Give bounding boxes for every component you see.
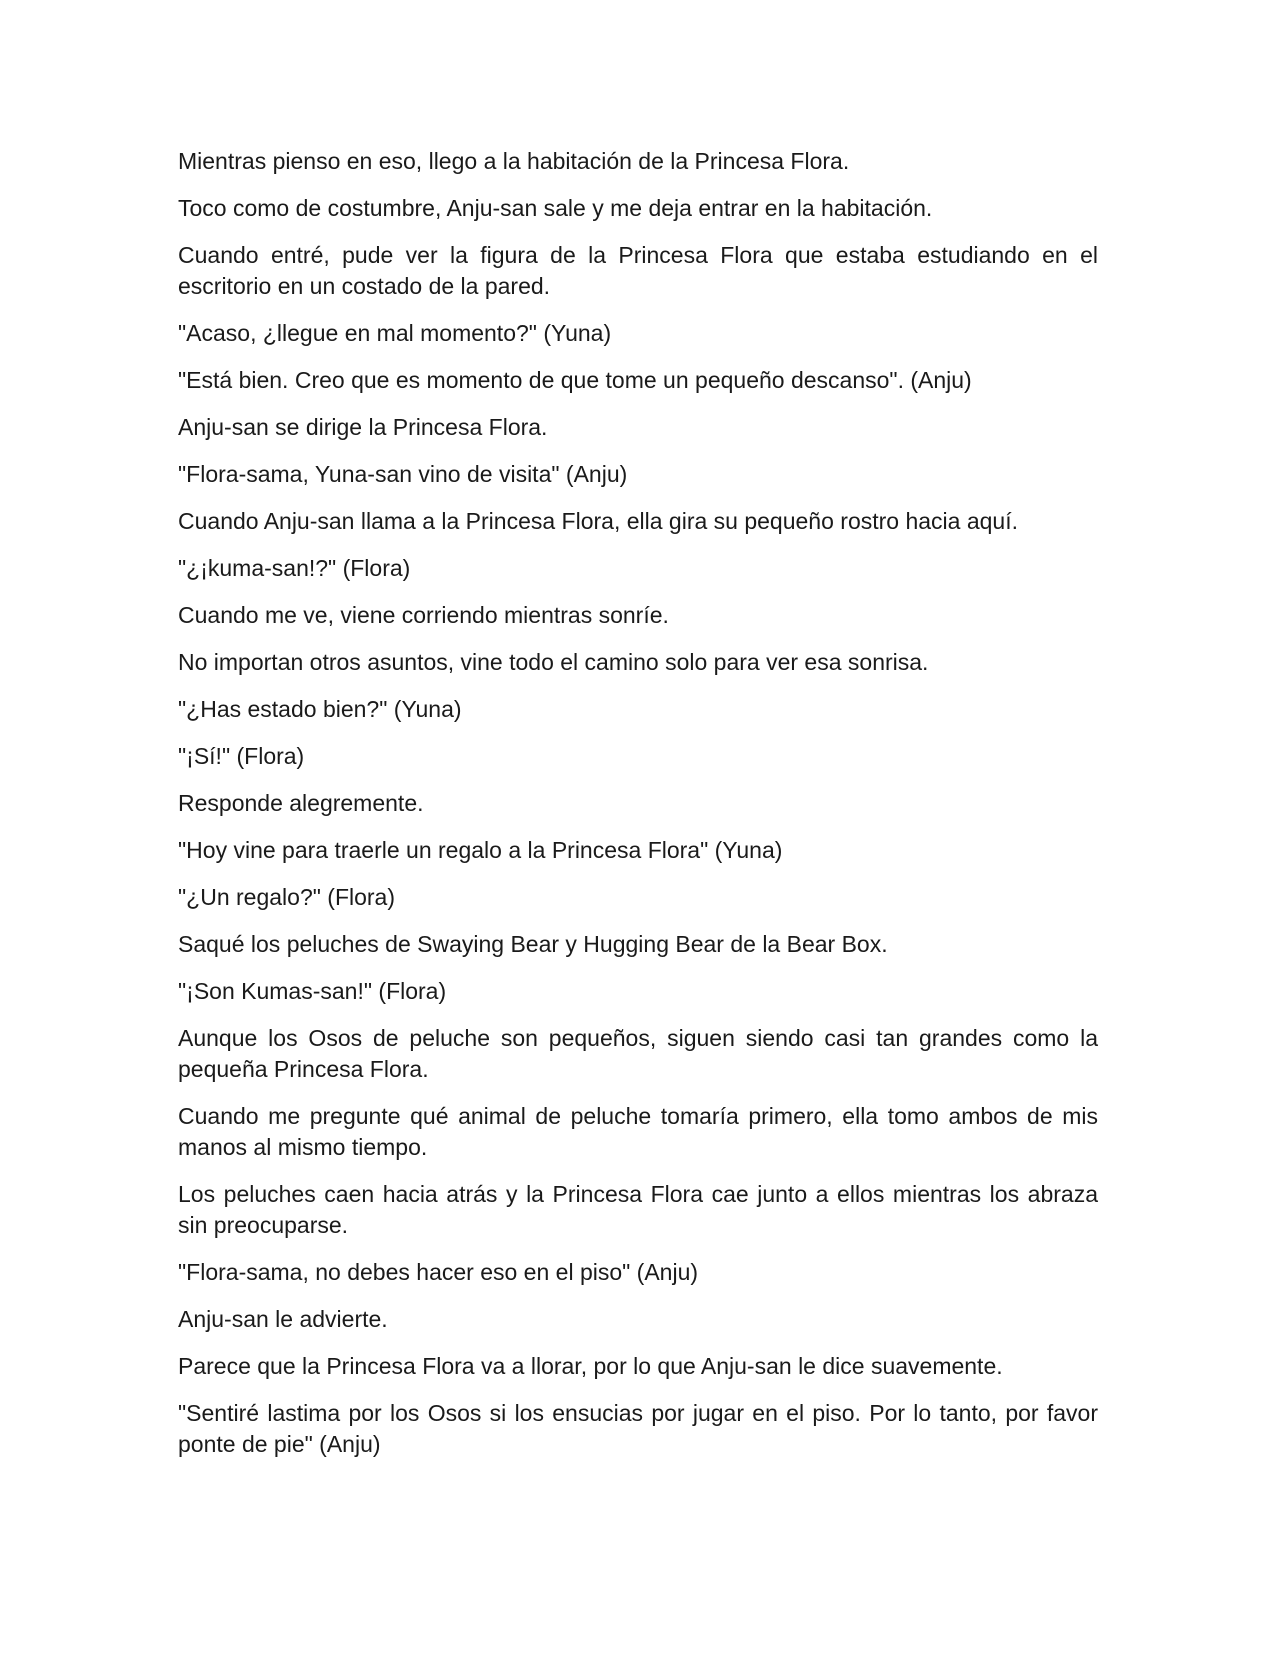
paragraph: Parece que la Princesa Flora va a llorar, por lo que Anju-san le dice suavemente.: [178, 1353, 1003, 1379]
paragraph: Anju-san se dirige la Princesa Flora.: [178, 414, 548, 440]
paragraph: "¡Son Kumas-san!" (Flora): [178, 978, 447, 1004]
paragraph: "Hoy vine para traerle un regalo a la Princesa Flora" (Yuna): [178, 837, 783, 863]
paragraph: Aunque los Osos de peluche son pequeños, siguen siendo casi tan grandes como la pequeña Princesa Flora.: [178, 1025, 1098, 1082]
document-page: [178, 146, 1098, 1476]
paragraph: Cuando entré, pude ver la figura de la Princesa Flora que estaba estudiando en el escritorio en un costado de la pared.: [178, 242, 1098, 299]
paragraph: Cuando me ve, viene corriendo mientras sonríe.: [178, 602, 669, 628]
paragraph: Cuando me pregunte qué animal de peluche tomaría primero, ella tomo ambos de mis manos al mismo tiempo.: [178, 1103, 1098, 1160]
paragraph: Anju-san le advierte.: [178, 1306, 388, 1332]
paragraph: Mientras pienso en eso, llego a la habitación de la Princesa Flora.: [178, 148, 850, 174]
paragraph: "Sentiré lastima por los Osos si los ensucias por jugar en el piso. Por lo tanto, por favor ponte de pie" (Anju): [178, 1400, 1098, 1457]
paragraph: "Flora-sama, Yuna-san vino de visita" (Anju): [178, 461, 628, 487]
paragraph: "¡Sí!" (Flora): [178, 743, 305, 769]
paragraph: Cuando Anju-san llama a la Princesa Flora, ella gira su pequeño rostro hacia aquí.: [178, 508, 1018, 534]
paragraph: "Acaso, ¿llegue en mal momento?" (Yuna): [178, 320, 612, 346]
paragraph: "¿Un regalo?" (Flora): [178, 884, 396, 910]
paragraph: Los peluches caen hacia atrás y la Princesa Flora cae junto a ellos mientras los abraza sin preocuparse.: [178, 1181, 1098, 1238]
paragraph: No importan otros asuntos, vine todo el camino solo para ver esa sonrisa.: [178, 649, 929, 675]
paragraph: "Flora-sama, no debes hacer eso en el piso" (Anju): [178, 1259, 699, 1285]
paragraph: Toco como de costumbre, Anju-san sale y me deja entrar en la habitación.: [178, 195, 933, 221]
paragraph: "¿Has estado bien?" (Yuna): [178, 696, 462, 722]
paragraph: Responde alegremente.: [178, 790, 424, 816]
paragraph: "Está bien. Creo que es momento de que tome un pequeño descanso". (Anju): [178, 367, 972, 393]
paragraph: "¿¡kuma-san!?" (Flora): [178, 555, 411, 581]
paragraph: Saqué los peluches de Swaying Bear y Hugging Bear de la Bear Box.: [178, 931, 888, 957]
